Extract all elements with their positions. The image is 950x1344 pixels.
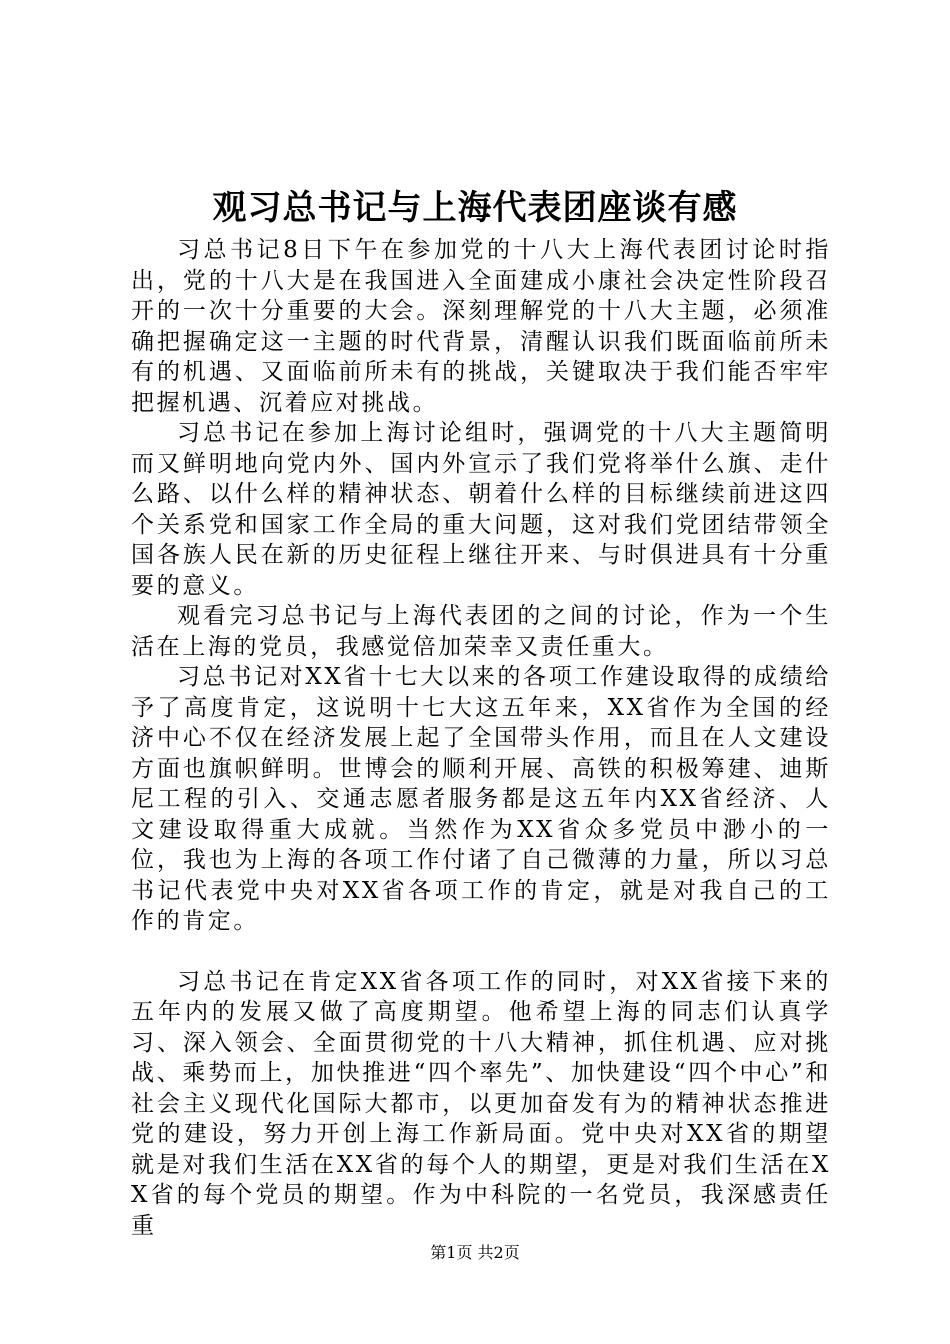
document-body [131,235,831,1241]
body-paragraph: 习总书记8日下午在参加党的十八大上海代表团讨论时指出，党的十八大是在我国进入全面建成小康社会决定性阶段召开的一次十分重要的大会。深刻理解党的十八大主题，必须准确把握确定这一主题的时代背景，清醒认识我们既面临前所未有的机遇、又面临前所未有的挑战，关键取决于我们能否牢牢把握机遇、沉着应对挑战。 [131,237,831,416]
body-paragraph: 习总书记在肯定XX省各项工作的同时，对XX省接下来的五年内的发展又做了高度期望。他希望上海的同志们认真学习、深入领会、全面贯彻党的十八大精神，抓住机遇、应对挑战、乘势而上，加快推进“四个率先”、加快建设“四个中心”和社会主义现代化国际大都市，以更加奋发有为的精神状态推进党的建设，努力开创上海工作新局面。党中央对XX省的期望就是对我们生活在XX省的每个人的期望，更是对我们生活在XX省的每个党员的期望。作为中科院的一名党员，我深感责任重 [131,968,831,1239]
body-paragraph: 习总书记在参加上海讨论组时，强调党的十八大主题简明而又鲜明地向党内外、国内外宣示了我们党将举什么旗、走什么路、以什么样的精神状态、朝着什么样的目标继续前进这四个关系党和国家工作全局的重大问题，这对我们党团结带领全国各族人民在新的历史征程上继往开来、与时俱进具有十分重要的意义。 [131,420,831,599]
document-title: 观习总书记与上海代表团座谈有感 [212,188,738,228]
page-number-footer: 第1页 共2页 [430,1243,520,1262]
body-paragraph: 习总书记对XX省十七大以来的各项工作建设取得的成绩给予了高度肯定，这说明十七大这五年来，XX省作为全国的经济中心不仅在经济发展上起了全国带头作用，而且在人文建设方面也旗帜鲜明。世博会的顺利开展、高铁的积极筹建、迪斯尼工程的引入、交通志愿者服务都是这五年内XX省经济、人文建设取得重大成就。当然作为XX省众多党员中渺小的一位，我也为上海的各项工作付诸了自己微薄的力量，所以习总书记代表党中央对XX省各项工作的肯定，就是对我自己的工作的肯定。 [131,664,831,934]
body-paragraph: 观看完习总书记与上海代表团的之间的讨论，作为一个生活在上海的党员，我感觉倍加荣幸又责任重大。 [131,603,831,660]
